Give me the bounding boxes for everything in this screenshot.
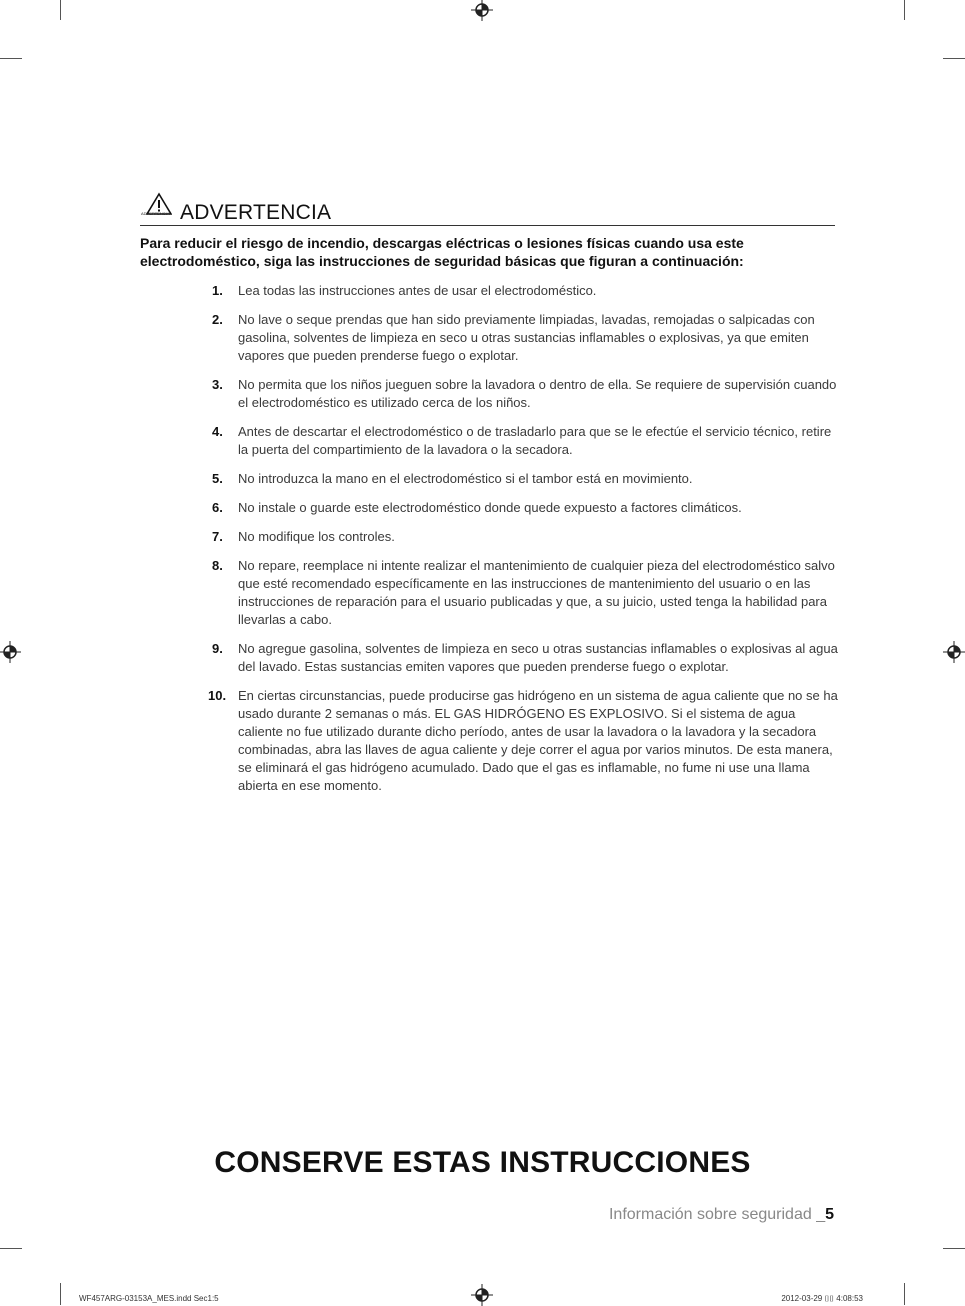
list-item-number: 3. — [212, 377, 223, 392]
crop-mark — [60, 1283, 61, 1305]
crop-mark — [904, 1283, 905, 1305]
list-item — [212, 470, 838, 488]
page-number: 5 — [825, 1206, 834, 1223]
crop-mark — [0, 58, 22, 59]
list-item-text: No lave o seque prendas que han sido previamente limpiadas, lavadas, remojadas o salpicadas con gasolina, solventes de limpieza en seco u otras sustancias inflamables o explosivas, ya que emiten vapores que pueden prenderse fuego o explotar. — [238, 312, 815, 363]
warning-header — [140, 189, 835, 226]
list-item-text: No introduzca la mano en el electrodoméstico si el tambor está en movimiento. — [238, 471, 693, 486]
list-item-number: 6. — [212, 500, 223, 515]
list-item-text: No instale o guarde este electrodoméstico donde quede expuesto a factores climáticos. — [238, 500, 742, 515]
list-item-text: Antes de descartar el electrodoméstico o de trasladarlo para que se le efectúe el servicio técnico, retire la puerta del compartimiento de la lavadora o la secadora. — [238, 424, 832, 457]
intro-text: Para reducir el riesgo de incendio, descargas eléctricas o lesiones físicas cuando usa este electrodoméstico, siga las instrucciones de seguridad básicas que figuran a continuación: — [140, 235, 744, 269]
registration-mark-icon — [943, 641, 965, 663]
crop-mark — [943, 1248, 965, 1249]
registration-mark-icon — [471, 0, 493, 21]
list-item-text: No agregue gasolina, solventes de limpieza en seco u otras sustancias inflamables o explosivas al agua del lavado. Estas sustancias emiten vapores que pueden prenderse fuego o explotar. — [238, 641, 838, 674]
list-item — [208, 687, 838, 795]
list-item — [212, 557, 838, 629]
list-item-number: 9. — [212, 641, 223, 656]
warning-icon-caption: ADVERTENCIA — [141, 211, 170, 216]
registration-mark-icon — [0, 641, 21, 663]
list-item-number: 4. — [212, 424, 223, 439]
list-item — [212, 311, 838, 365]
list-item — [212, 376, 838, 412]
list-item — [212, 499, 838, 517]
crop-mark — [0, 1248, 22, 1249]
registration-mark-icon — [471, 1284, 493, 1306]
list-item — [212, 528, 838, 546]
footer-section-title: Información sobre seguridad _ — [608, 1206, 826, 1223]
list-item-number: 8. — [212, 558, 223, 573]
list-item-number: 2. — [212, 312, 223, 327]
save-instructions-heading: CONSERVE ESTAS INSTRUCCIONES — [214, 1146, 751, 1179]
list-item-text: Lea todas las instrucciones antes de usar el electrodoméstico. — [238, 283, 597, 298]
list-item-number: 10. — [208, 688, 227, 703]
warning-title: ADVERTENCIA — [180, 201, 332, 224]
list-item-number: 1. — [212, 283, 223, 298]
list-item-text: En ciertas circunstancias, puede producirse gas hidrógeno en un sistema de agua caliente que no se ha usado durante 2 semanas o más. EL GAS HIDRÓGENO ES EXPLOSIVO. Si el sistema de agua caliente no fue utilizado durante dicho período, antes de usar la lavadora o la lavadora y la secadora combinadas, abra las llaves de agua caliente y deje correr el agua por varios minutos. De esta manera, se eliminará el gas hidrógeno acumulado. Dado que el gas es inflamable, no fume ni use una llama abierta en ese momento. — [238, 688, 838, 793]
page-footer — [609, 1206, 834, 1224]
list-item-text: No permita que los niños jueguen sobre la lavadora o dentro de ella. Se requiere de supervisión cuando el electrodoméstico es utilizado cerca de los niños. — [238, 377, 837, 410]
safety-rules-list — [208, 282, 838, 806]
print-slug-file: WF457ARG-03153A_MES.indd Sec1:5 — [79, 1294, 219, 1303]
crop-mark — [943, 58, 965, 59]
list-item-text: No modifique los controles. — [238, 529, 395, 544]
crop-mark — [904, 0, 905, 20]
list-item-number: 7. — [212, 529, 223, 544]
list-item — [212, 423, 838, 459]
list-item-number: 5. — [212, 471, 223, 486]
list-item — [212, 282, 838, 300]
print-slug-timestamp: 2012-03-29 ⌷⌷ 4:08:53 — [781, 1294, 863, 1303]
list-item-text: No repare, reemplace ni intente realizar el mantenimiento de cualquier pieza del electrodoméstico salvo que esté recomendado específicamente en las instrucciones de mantenimiento del usuario o en las instrucciones de reparación para el usuario publicadas y que, a su juicio, usted tenga la habilidad para llevarlas a cabo. — [238, 558, 835, 627]
list-item — [212, 640, 838, 676]
crop-mark — [60, 0, 61, 20]
